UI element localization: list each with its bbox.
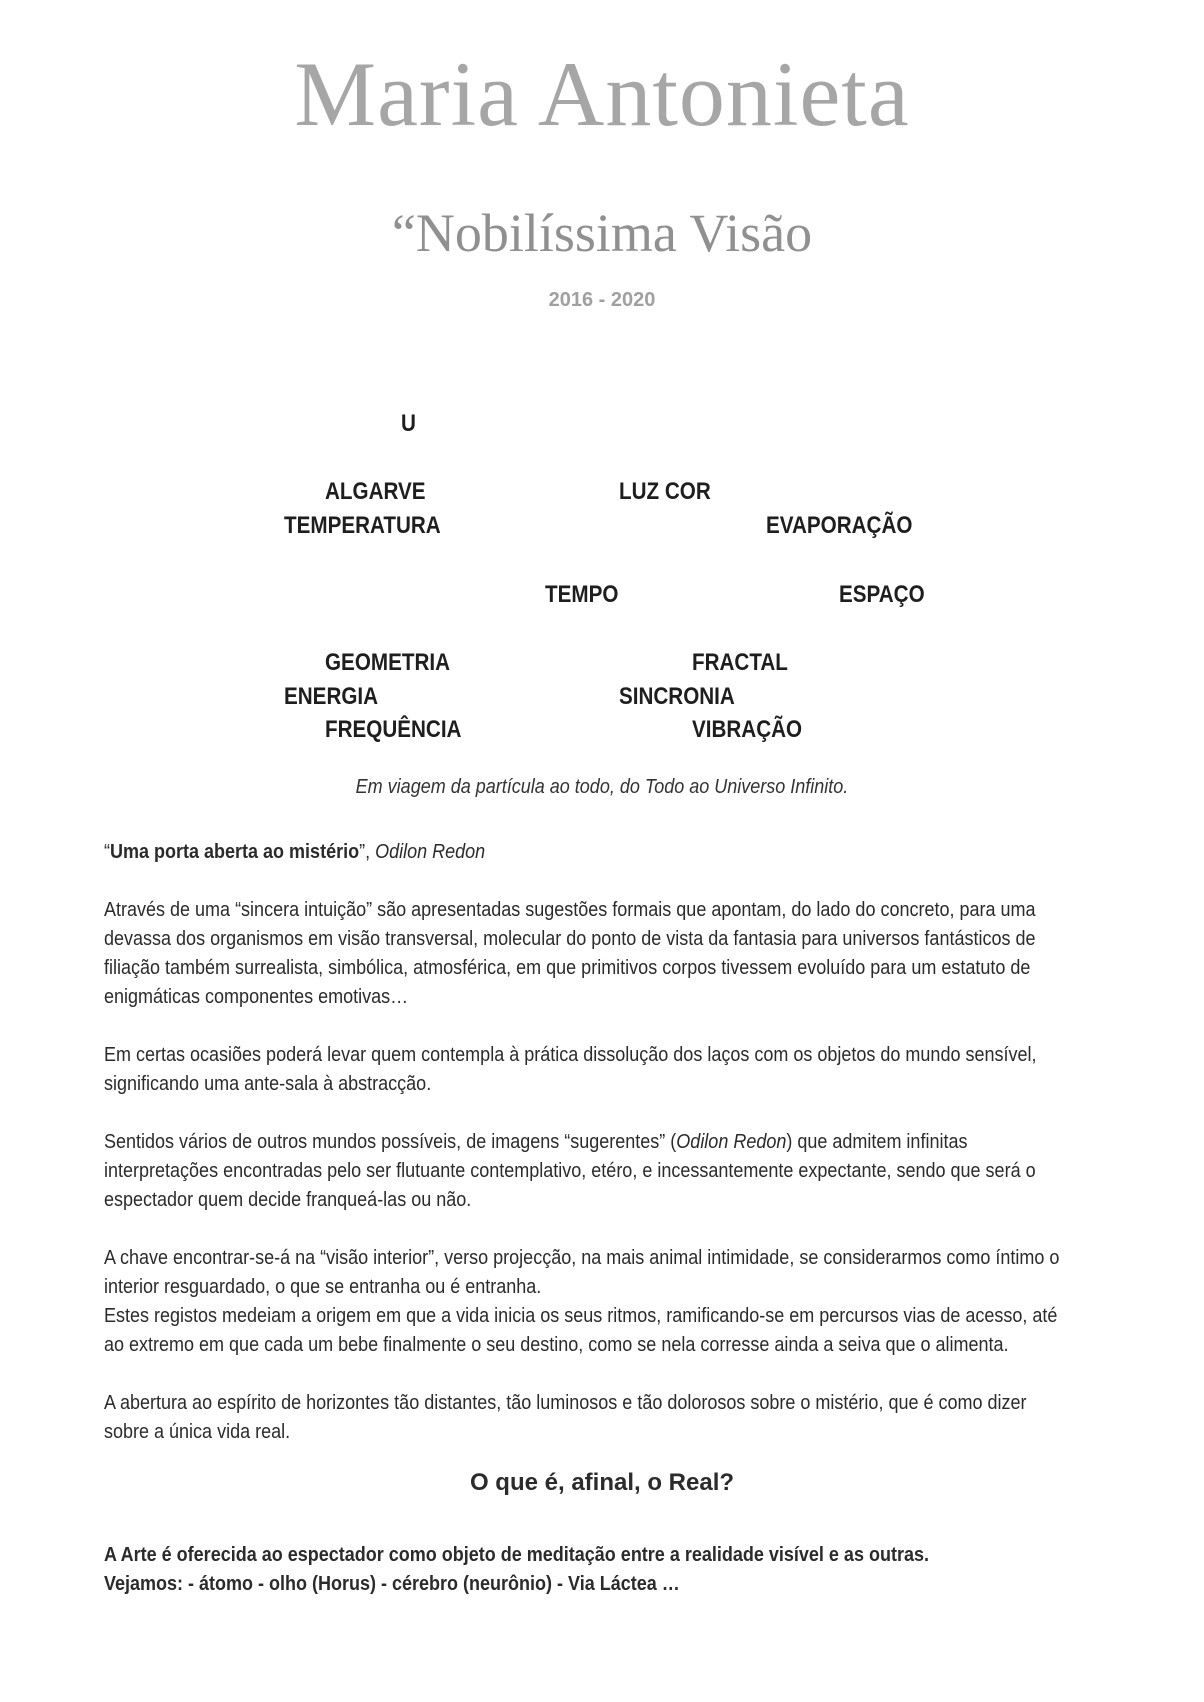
paragraph-2: Em certas ocasiões poderá levar quem contempla à prática dissolução dos laços com os objetos do mundo sensível, significando uma ante-sala à abstracção. bbox=[104, 1044, 1037, 1095]
word-frequencia: FREQUÊNCIA bbox=[325, 716, 462, 743]
paragraph-3-end: ) que admitem infinitas interpretações encontradas pelo ser flutuante contemplativo, etéro, e incessantemente expectante, sendo que será o espectador quem decide franqueá-las ou não. bbox=[104, 1131, 1036, 1211]
word-energia: ENERGIA bbox=[284, 683, 379, 710]
paragraph-3-author: Odilon Redon bbox=[676, 1131, 787, 1153]
paragraph-1: Através de uma “sincera intuição” são apresentadas sugestões formais que apontam, do lado do concreto, para uma devassa dos organismos em visão transversal, molecular do ponto de vista da fantasia para universos fantásticos de filiação também surrealista, simbólica, atmosférica, em que primitivos corpos tivessem evoluído para um estatuto de enigmáticas componentes emotivas… bbox=[104, 899, 1036, 1008]
paragraph-3-start: Sentidos vários de outros mundos possíveis, de imagens “sugerentes” ( bbox=[104, 1131, 677, 1153]
quote-line bbox=[104, 838, 1076, 867]
closing-line-2: Vejamos: - átomo - olho (Horus) - cérebro (neurônio) - Via Láctea … bbox=[104, 1573, 680, 1595]
word-temperatura: TEMPERATURA bbox=[284, 512, 441, 539]
word-espaco: ESPAÇO bbox=[839, 581, 925, 608]
word-evaporacao: EVAPORAÇÃO bbox=[766, 512, 913, 539]
paragraph-5: Estes registos medeiam a origem em que a vida inicia os seus ritmos, ramificando-se em percursos vias de acesso, até ao extremo em que cada um bebe finalmente o seu destino, como se nela corresse ainda a seiva que o alimenta. bbox=[104, 1305, 1058, 1356]
word-vibracao: VIBRAÇÃO bbox=[692, 716, 803, 743]
paragraph-4: A chave encontrar-se-á na “visão interior”, verso projecção, na mais animal intimidade, se considerarmos como íntimo o interior resguardado, o que se entranha ou é entranha. bbox=[104, 1247, 1060, 1298]
page-subtitle: “Nobilíssima Visão bbox=[391, 203, 813, 263]
word-fractal: FRACTAL bbox=[692, 649, 788, 676]
closing-line-1: A Arte é oferecida ao espectador como objeto de meditação entre a realidade visível e as outras. bbox=[104, 1544, 929, 1566]
quote-text: Uma porta aberta ao mistério bbox=[110, 841, 360, 863]
years-label: 2016 - 2020 bbox=[548, 289, 656, 311]
quote-author: Odilon Redon bbox=[375, 841, 486, 863]
quote-open-mark: “ bbox=[104, 841, 111, 863]
word-geometria: GEOMETRIA bbox=[325, 649, 450, 676]
paragraph-3 bbox=[104, 1128, 1076, 1215]
question-heading: O que é, afinal, o Real? bbox=[469, 1469, 735, 1496]
tagline: Em viagem da partícula ao todo, do Todo ao Universo Infinito. bbox=[355, 776, 849, 798]
word-luz-cor: LUZ COR bbox=[619, 478, 711, 505]
paragraph-6: A abertura ao espírito de horizontes tão distantes, tão luminosos e tão dolorosos sobre o mistério, que é como dizer sobre a única vida real. bbox=[104, 1392, 1027, 1443]
word-sincronia: SINCRONIA bbox=[619, 683, 735, 710]
word-algarve: ALGARVE bbox=[325, 478, 426, 505]
quote-close-mark: ”, bbox=[359, 841, 376, 863]
word-tempo: TEMPO bbox=[545, 581, 619, 608]
word-u: U bbox=[401, 410, 416, 437]
page-title: Maria Antonieta bbox=[294, 43, 910, 145]
